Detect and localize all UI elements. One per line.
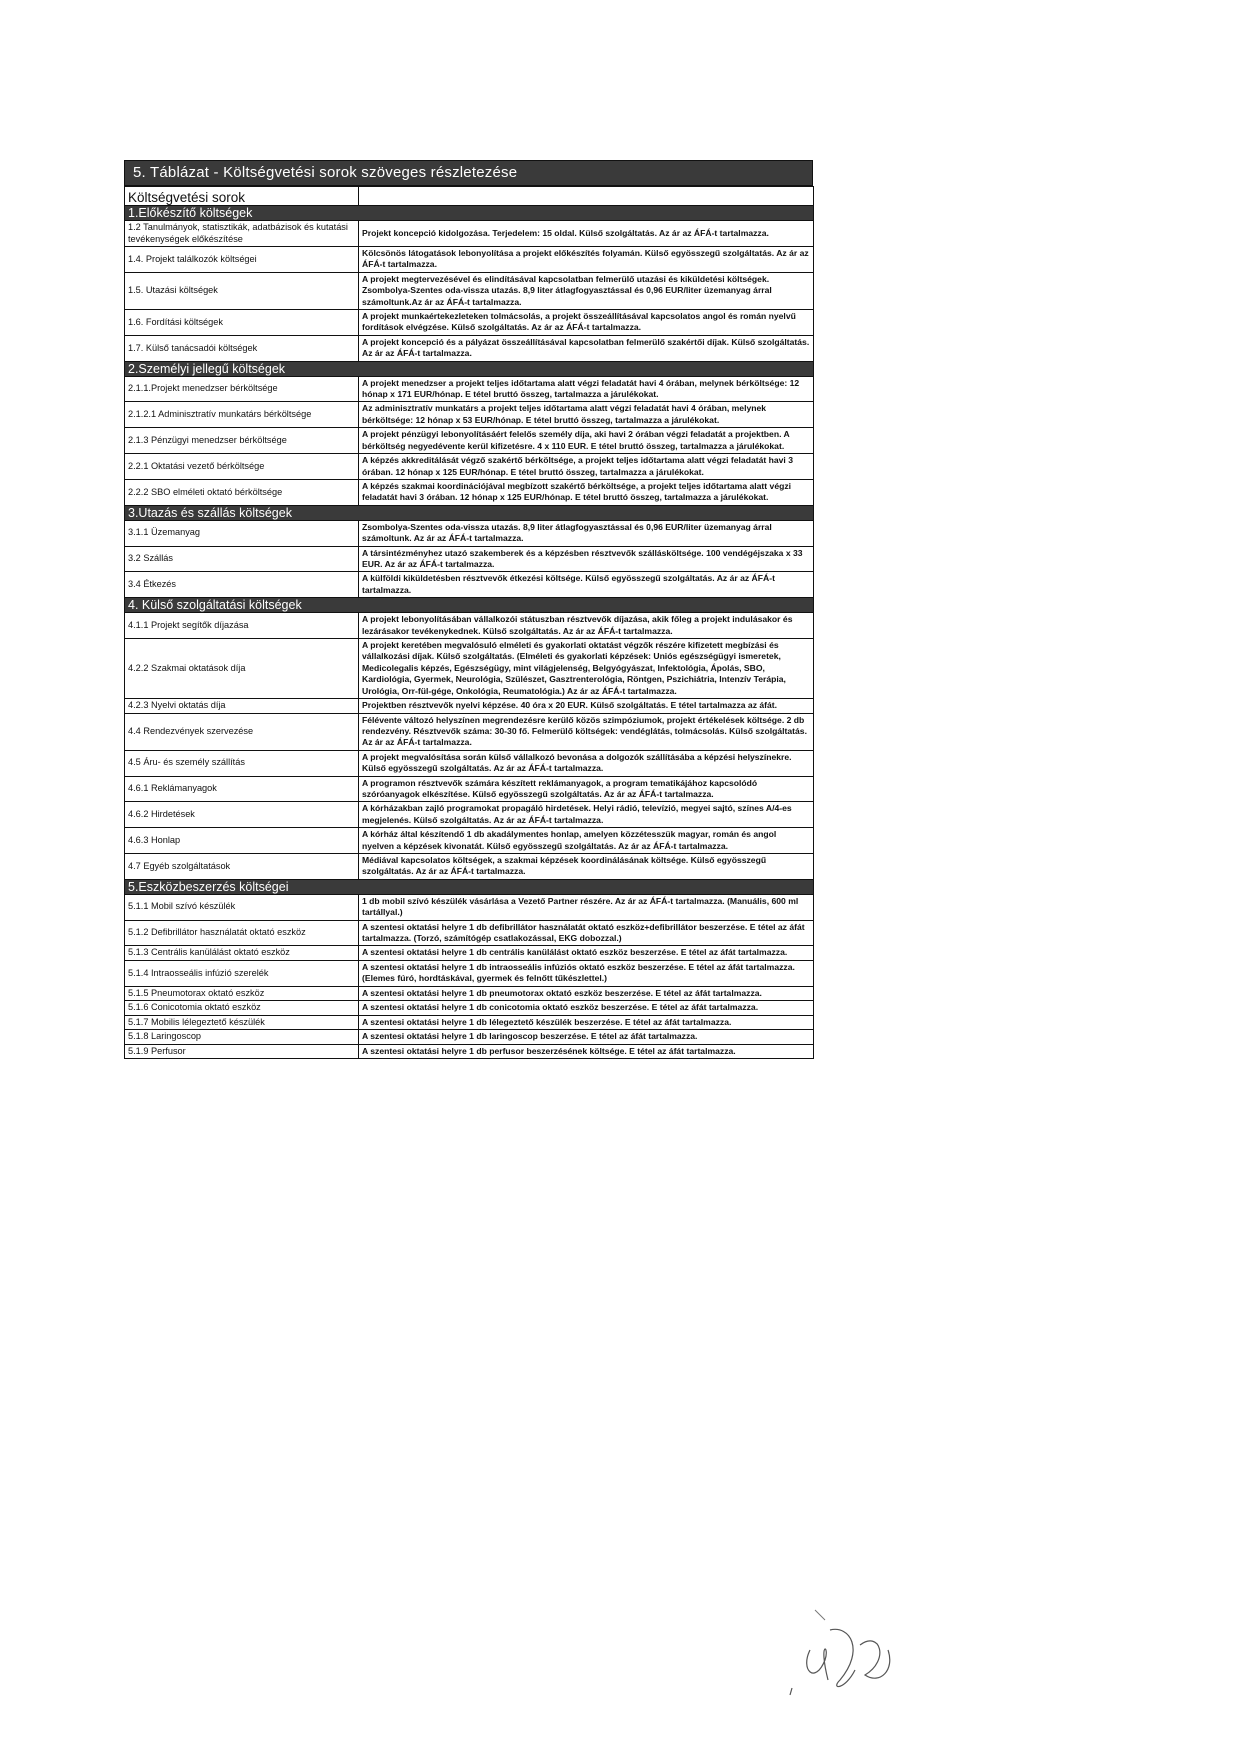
section-header-row <box>125 361 814 376</box>
table-row <box>125 428 814 454</box>
table-row <box>125 960 814 986</box>
budget-line-description: A programon résztvevők számára készített reklámanyagok, a program tematikájához kapcsolódó szóróanyagok elkészítése. Külső egyösszegű szolgáltatás. Az ár az ÁFÁ-t tartalmazza. <box>359 776 814 802</box>
budget-line-label: 2.2.1 Oktatási vezető bérköltsége <box>125 454 359 480</box>
table-row <box>125 272 814 309</box>
budget-line-label: 5.1.3 Centrális kanülálást oktató eszköz <box>125 946 359 961</box>
budget-line-description: A szentesi oktatási helyre 1 db laringoscop beszerzése. E tétel az áfát tartalmazza. <box>359 1030 814 1045</box>
table-row <box>125 454 814 480</box>
table-row <box>125 699 814 714</box>
table-row <box>125 1001 814 1016</box>
budget-line-description: A szentesi oktatási helyre 1 db pneumotorax oktató eszköz beszerzése. E tétel az áfát tartalmazza. <box>359 986 814 1001</box>
table-row <box>125 546 814 572</box>
budget-line-description: Az adminisztratív munkatárs a projekt teljes időtartama alatt végzi feladatát havi 4 órában, melynek bérköltsége: 12 hónap x 53 EUR/hónap. E tétel bruttó összeg, tartalmazza a járulékokat. <box>359 402 814 428</box>
table-row <box>125 853 814 879</box>
section-title: 4. Külső szolgáltatási költségek <box>125 598 814 613</box>
table-title: 5. Táblázat - Költségvetési sorok szöveges részletezése <box>124 160 813 186</box>
table-row <box>125 221 814 247</box>
budget-line-description: A szentesi oktatási helyre 1 db centrális kanülálást oktató eszköz beszerzése. E tétel az áfát tartalmazza. <box>359 946 814 961</box>
budget-line-description: A társintézményhez utazó szakemberek és a képzésben résztvevők szállásköltsége. 100 vendégéjszaka x 33 EUR. Az ár az ÁFÁ-t tartalmazza. <box>359 546 814 572</box>
section-header-row <box>125 505 814 520</box>
table-row <box>125 920 814 946</box>
table-row <box>125 802 814 828</box>
budget-line-description: A szentesi oktatási helyre 1 db defibrillátor használatát oktató eszköz+defibrillátor beszerzése. E tétel az áfát tartalmazza. (Torzó, számítógép csatlakozással, EKG dobozzal.) <box>359 920 814 946</box>
budget-line-label: 4.1.1 Projekt segítők díjazása <box>125 613 359 639</box>
table-header-row <box>125 187 814 206</box>
section-header-row <box>125 879 814 894</box>
section-title: 3.Utazás és szállás költségek <box>125 505 814 520</box>
budget-line-label: 1.6. Fordítási költségek <box>125 310 359 336</box>
budget-line-label: 2.2.2 SBO elméleti oktató bérköltsége <box>125 479 359 505</box>
budget-line-label: 5.1.2 Defibrillátor használatát oktató eszköz <box>125 920 359 946</box>
budget-line-description: Médiával kapcsolatos költségek, a szakmai képzések koordinálásának költsége. Külső egyösszegű szolgáltatás. Az ár az ÁFÁ-t tartalmazza. <box>359 853 814 879</box>
table-row <box>125 776 814 802</box>
table-row <box>125 1015 814 1030</box>
budget-line-description: A projekt koncepció és a pályázat összeállításával kapcsolatban felmerülő szakértői díjak. Külső szolgáltatás. Az ár az ÁFÁ-t tartalmazza. <box>359 335 814 361</box>
budget-line-label: 5.1.9 Perfusor <box>125 1044 359 1059</box>
budget-line-description: A képzés akkreditálását végző szakértő bérköltsége, a projekt teljes időtartama alatt végzi feladatát havi 3 órában. 12 hónap x 125 EUR/hónap. E tétel bruttó összeg, tartalmazza a járulékokat. <box>359 454 814 480</box>
budget-line-description: A képzés szakmai koordinációjával megbízott szakértő bérköltsége, a projekt teljes időtartama alatt végzi feladatát havi 3 órában. 12 hónap x 125 EUR/hónap. E tétel bruttó összeg, tartalmazza a járulékokat. <box>359 479 814 505</box>
table-row <box>125 376 814 402</box>
budget-line-description: A kórház által készítendő 1 db akadálymentes honlap, amelyen közzétesszük magyar, román és angol nyelven a képzések kivonatát. Külső egyösszegű szolgáltatás. Az ár az ÁFÁ-t tartalmazza. <box>359 828 814 854</box>
table-row <box>125 479 814 505</box>
table-row <box>125 638 814 698</box>
budget-line-label: 5.1.4 Intraosseális infúzió szerelék <box>125 960 359 986</box>
budget-line-label: 1.5. Utazási költségek <box>125 272 359 309</box>
table-row <box>125 1044 814 1059</box>
budget-line-label: 5.1.1 Mobil szívó készülék <box>125 894 359 920</box>
section-title: 5.Eszközbeszerzés költségei <box>125 879 814 894</box>
budget-line-label: 1.2 Tanulmányok, statisztikák, adatbázisok és kutatási tevékenységek előkészítése <box>125 221 359 247</box>
table-row <box>125 750 814 776</box>
table-row <box>125 713 814 750</box>
budget-line-label: 5.1.8 Laringoscop <box>125 1030 359 1045</box>
budget-line-label: 5.1.7 Mobilis lélegeztető készülék <box>125 1015 359 1030</box>
budget-line-label: 4.2.3 Nyelvi oktatás díja <box>125 699 359 714</box>
section-header-row <box>125 206 814 221</box>
budget-line-label: 2.1.3 Pénzügyi menedzser bérköltsége <box>125 428 359 454</box>
signature-mark <box>770 1590 930 1700</box>
budget-line-description: A projekt megtervezésével és elindításával kapcsolatban felmerülő utazási és kiküldetési költségek. Zsombolya-Szentes oda-vissza utazás. 8,9 liter átlagfogyasztással és 0,96 EUR/liter üzemanyag árral számoltunk.Az ár az ÁFÁ-t tartalmazza. <box>359 272 814 309</box>
budget-line-description: A projekt menedzser a projekt teljes időtartama alatt végzi feladatát havi 4 órában, melynek bérköltsége: 12 hónap x 171 EUR/hónap. E tétel bruttó összeg, tartalmazza a járulékokat. <box>359 376 814 402</box>
table-row <box>125 520 814 546</box>
budget-line-description: A projekt megvalósítása során külső vállalkozó bevonása a dolgozók szállításába a képzési helyszínekre. Külső egyösszegű szolgáltatás. Az ár az ÁFÁ-t tartalmazza. <box>359 750 814 776</box>
budget-line-label: 4.2.2 Szakmai oktatások díja <box>125 638 359 698</box>
budget-line-description: A külföldi kiküldetésben résztvevők étkezési költsége. Külső egyösszegű szolgáltatás. Az ár az ÁFÁ-t tartalmazza. <box>359 572 814 598</box>
table-row <box>125 613 814 639</box>
table-row <box>125 828 814 854</box>
budget-line-label: 4.7 Egyéb szolgáltatások <box>125 853 359 879</box>
table-row <box>125 402 814 428</box>
budget-line-description: Kölcsönös látogatások lebonyolítása a projekt előkészítés folyamán. Külső egyösszegű szolgáltatás. Az ár az ÁFÁ-t tartalmazza. <box>359 247 814 273</box>
budget-line-description: A projekt munkaértekezleteken tolmácsolás, a projekt összeállításával kapcsolatos angol és román nyelvű fordítások elvégzése. Külső szolgáltatás. Az ár az ÁFÁ-t tartalmazza. <box>359 310 814 336</box>
table-row <box>125 894 814 920</box>
section-title: 2.Személyi jellegű költségek <box>125 361 814 376</box>
table-row <box>125 310 814 336</box>
budget-line-description: A szentesi oktatási helyre 1 db conicotomia oktató eszköz beszerzése. E tétel az áfát tartalmazza. <box>359 1001 814 1016</box>
section-title: 1.Előkészítő költségek <box>125 206 814 221</box>
budget-line-label: 2.1.2.1 Adminisztratív munkatárs bérköltsége <box>125 402 359 428</box>
budget-line-description: A projekt pénzügyi lebonyolításáért felelős személy díja, aki havi 2 órában végzi feladatát a projektben. A bérköltség negyedévente kerül kifizetésre. 4 x 110 EUR. E tétel bruttó összeg, tartalmazza a járulékokat. <box>359 428 814 454</box>
budget-line-label: 3.1.1 Üzemanyag <box>125 520 359 546</box>
budget-line-description: 1 db mobil szívó készülék vásárlása a Vezető Partner részére. Az ár az ÁFÁ-t tartalmazza. (Manuális, 600 ml tartállyal.) <box>359 894 814 920</box>
budget-line-description: A szentesi oktatási helyre 1 db lélegeztető készülék beszerzése. E tétel az áfát tartalmazza. <box>359 1015 814 1030</box>
budget-line-description: Zsombolya-Szentes oda-vissza utazás. 8,9 liter átlagfogyasztással és 0,96 EUR/liter üzemanyag árral számoltunk. Az ár az ÁFÁ-t tartalmazza. <box>359 520 814 546</box>
table-row <box>125 946 814 961</box>
budget-line-label: 1.4. Projekt találkozók költségei <box>125 247 359 273</box>
budget-line-description: Félévente változó helyszínen megrendezésre kerülő közös szimpóziumok, projekt értékelések költsége. 2 db rendezvény. Résztvevők száma: 30-30 fő. Felmerülő költségek: vendéglátás, tolmácsolás. Külső szolgáltatás. Az ár az ÁFÁ-t tartalmazza. <box>359 713 814 750</box>
budget-line-label: 3.4 Étkezés <box>125 572 359 598</box>
table-row <box>125 1030 814 1045</box>
budget-line-description: A projekt keretében megvalósuló elméleti és gyakorlati oktatást végzők részére kifizetett megbízási és vállalkozási díjak. Külső szolgáltatás. (Elméleti és gyakorlati képzések: Uniós egészségügyi ismeretek, Medicolegalis képzés, Egészségügy, mint világjelenség, Belgyógyászat, Infektológia, Ápolás, SBO, Kardiológia, Gyermek, Neurológia, Szülészet, Gasztrenterológia, Röntgen, Pszichiátria, Intenzív Terápia, Urológia, Orr-fül-gége, Onkológia, Reumatológia.) Az ár az ÁFÁ-t tartalmazza. <box>359 638 814 698</box>
budget-table <box>124 186 814 1059</box>
table-row <box>125 335 814 361</box>
budget-line-description: A kórházakban zajló programokat propagáló hirdetések. Helyi rádió, televízió, megyei sajtó, színes A/4-es megjelenés. Külső szolgáltatás. Az ár az ÁFÁ-t tartalmazza. <box>359 802 814 828</box>
budget-line-label: 4.6.3 Honlap <box>125 828 359 854</box>
table-row <box>125 572 814 598</box>
header-empty-cell <box>359 187 814 206</box>
budget-line-label: 4.6.2 Hirdetések <box>125 802 359 828</box>
budget-line-description: Projekt koncepció kidolgozása. Terjedelem: 15 oldal. Külső szolgáltatás. Az ár az ÁFÁ-t tartalmazza. <box>359 221 814 247</box>
budget-line-description: A projekt lebonyolításában vállalkozói státuszban résztvevők díjazása, akik főleg a projekt indulásakor és lezárásakor tevékenykednek. Külső szolgáltatás. Az ár az ÁFÁ-t tartalmazza. <box>359 613 814 639</box>
budget-line-label: 4.4 Rendezvények szervezése <box>125 713 359 750</box>
document-page <box>124 160 813 1059</box>
budget-line-label: 5.1.6 Conicotomia oktató eszköz <box>125 1001 359 1016</box>
table-row <box>125 247 814 273</box>
section-header-row <box>125 598 814 613</box>
budget-line-label: 2.1.1.Projekt menedzser bérköltsége <box>125 376 359 402</box>
budget-line-label: 4.5 Áru- és személy szállítás <box>125 750 359 776</box>
header-budget-lines: Költségvetési sorok <box>125 187 359 206</box>
budget-line-description: Projektben résztvevők nyelvi képzése. 40 óra x 20 EUR. Külső szolgáltatás. E tétel tartalmazza az áfát. <box>359 699 814 714</box>
budget-line-label: 3.2 Szállás <box>125 546 359 572</box>
table-row <box>125 986 814 1001</box>
budget-line-label: 1.7. Külső tanácsadói költségek <box>125 335 359 361</box>
budget-line-description: A szentesi oktatási helyre 1 db perfusor beszerzésének költsége. E tétel az áfát tartalmazza. <box>359 1044 814 1059</box>
budget-line-description: A szentesi oktatási helyre 1 db intraosseális infúziós oktató eszköz beszerzése. E tétel az áfát tartalmazza. (Elemes fúró, hordtáskával, gyermek és felnőtt tűkészlettel.) <box>359 960 814 986</box>
budget-line-label: 4.6.1 Reklámanyagok <box>125 776 359 802</box>
budget-line-label: 5.1.5 Pneumotorax oktató eszköz <box>125 986 359 1001</box>
